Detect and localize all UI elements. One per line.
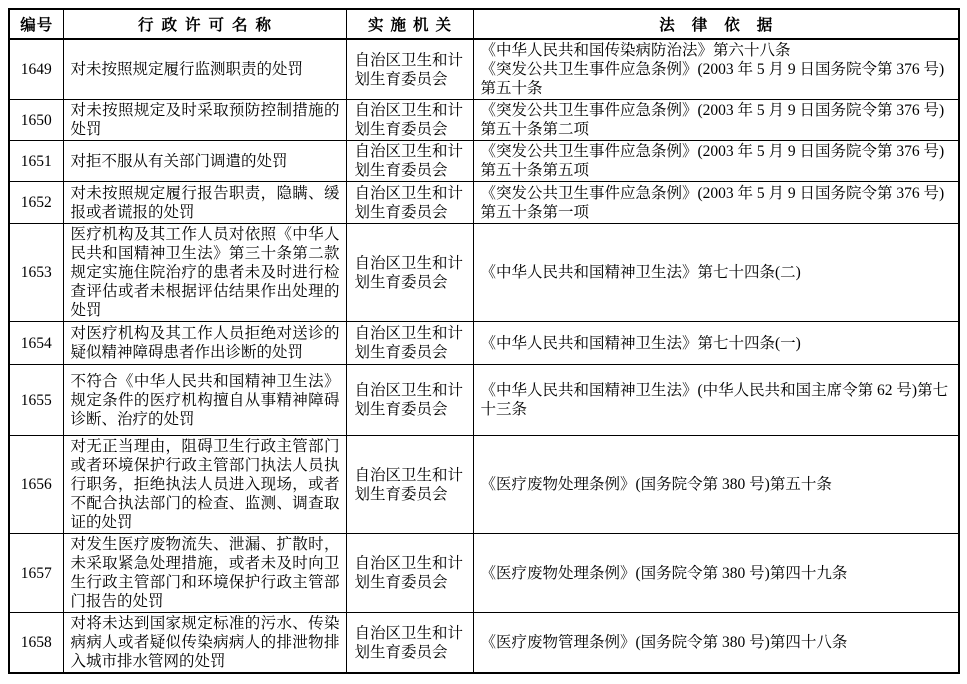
license-name-cell: 对医疗机构及其工作人员拒绝对送诊的疑似精神障碍患者作出诊断的处罚 — [63, 322, 346, 365]
col-header-name: 行政许可名称 — [63, 9, 346, 39]
table-row — [9, 100, 959, 141]
table-row — [9, 534, 959, 613]
license-name-cell: 对未按照规定履行报告职责，隐瞒、缓报或者谎报的处罚 — [63, 182, 346, 224]
license-name-cell: 对将未达到国家规定标准的污水、传染病病人或者疑似传染病病人的排泄物排入城市排水管网的处罚 — [63, 613, 346, 674]
agency-cell: 自治区卫生和计划生育委员会 — [346, 39, 473, 100]
row-id-cell: 1652 — [9, 182, 63, 224]
license-name-cell: 对无正当理由，阻碍卫生行政主管部门或者环境保护行政主管部门执法人员执行职务，拒绝执法人员进入现场，或者不配合执法部门的检查、监测、调查取证的处罚 — [63, 436, 346, 534]
agency-cell: 自治区卫生和计划生育委员会 — [346, 322, 473, 365]
table-row — [9, 141, 959, 182]
legal-basis-entry: 《中华人民共和国精神卫生法》第七十四条(二) — [480, 264, 801, 281]
legal-basis-entry: 《医疗废物管理条例》(国务院令第 380 号)第四十八条 — [480, 634, 848, 651]
table-row — [9, 365, 959, 436]
row-id-cell: 1649 — [9, 39, 63, 100]
legal-basis-cell — [473, 365, 959, 436]
legal-basis-entry: 《中华人民共和国精神卫生法》第七十四条(一) — [480, 334, 801, 352]
license-name-cell: 对未按照规定及时采取预防控制措施的处罚 — [63, 100, 346, 141]
agency-cell: 自治区卫生和计划生育委员会 — [346, 224, 473, 322]
table-row — [9, 182, 959, 224]
legal-basis-cell — [473, 182, 959, 224]
legal-basis-cell — [473, 436, 959, 534]
agency-cell: 自治区卫生和计划生育委员会 — [346, 365, 473, 436]
legal-basis-entry: 《突发公共卫生事件应急条例》(2003 年 5 月 9 日国务院令第 376 号)第五十条第二项 — [480, 102, 945, 138]
row-id-cell: 1650 — [9, 100, 63, 141]
agency-cell: 自治区卫生和计划生育委员会 — [346, 141, 473, 182]
table-row — [9, 39, 959, 100]
legal-basis-cell — [473, 39, 959, 100]
table-row — [9, 322, 959, 365]
legal-basis-entry: 《突发公共卫生事件应急条例》(2003 年 5 月 9 日国务院令第 376 号)第五十条第一项 — [480, 184, 945, 221]
license-name-cell: 对发生医疗废物流失、泄漏、扩散时，未采取紧急处理措施，或者未及时向卫生行政主管部门和环境保护行政主管部门报告的处罚 — [63, 534, 346, 613]
agency-cell: 自治区卫生和计划生育委员会 — [346, 100, 473, 141]
legal-basis-cell — [473, 534, 959, 613]
col-header-legal: 法律依据 — [473, 9, 959, 39]
table-header-row — [9, 9, 959, 39]
table-row — [9, 224, 959, 322]
row-id-cell: 1657 — [9, 534, 63, 613]
row-id-cell: 1651 — [9, 141, 63, 182]
legal-basis-entry: 《突发公共卫生事件应急条例》(2003 年 5 月 9 日国务院令第 376 号)第五十条第五项 — [480, 143, 945, 179]
license-name-cell: 医疗机构及其工作人员对依照《中华人民共和国精神卫生法》第三十条第二款规定实施住院治疗的患者未及时进行检查评估或者未根据评估结果作出处理的处罚 — [63, 224, 346, 322]
legal-basis-cell — [473, 100, 959, 141]
agency-cell: 自治区卫生和计划生育委员会 — [346, 613, 473, 674]
legal-basis-entry: 《医疗废物处理条例》(国务院令第 380 号)第四十九条 — [480, 564, 848, 582]
agency-cell: 自治区卫生和计划生育委员会 — [346, 436, 473, 534]
license-name-cell: 不符合《中华人民共和国精神卫生法》规定条件的医疗机构擅自从事精神障碍诊断、治疗的处罚 — [63, 365, 346, 436]
legal-basis-entry: 《医疗废物处理条例》(国务院令第 380 号)第五十条 — [480, 476, 832, 493]
row-id-cell: 1658 — [9, 613, 63, 674]
legal-basis-entry: 《中华人民共和国传染病防治法》第六十八条 — [480, 42, 791, 59]
legal-basis-cell — [473, 141, 959, 182]
admin-penalty-table — [8, 8, 960, 674]
license-name-cell: 对拒不服从有关部门调遣的处罚 — [63, 141, 346, 182]
col-header-id: 编号 — [9, 9, 63, 39]
table-row — [9, 436, 959, 534]
row-id-cell: 1656 — [9, 436, 63, 534]
license-name-cell: 对未按照规定履行监测职责的处罚 — [63, 39, 346, 100]
row-id-cell: 1653 — [9, 224, 63, 322]
agency-cell: 自治区卫生和计划生育委员会 — [346, 534, 473, 613]
row-id-cell: 1654 — [9, 322, 63, 365]
legal-basis-cell — [473, 613, 959, 674]
legal-basis-cell — [473, 224, 959, 322]
col-header-agency: 实施机关 — [346, 9, 473, 39]
row-id-cell: 1655 — [9, 365, 63, 436]
legal-basis-cell — [473, 322, 959, 365]
agency-cell: 自治区卫生和计划生育委员会 — [346, 182, 473, 224]
table-row — [9, 613, 959, 674]
legal-basis-entry: 《中华人民共和国精神卫生法》(中华人民共和国主席令第 62 号)第七十三条 — [480, 382, 949, 418]
legal-basis-entry: 《突发公共卫生事件应急条例》(2003 年 5 月 9 日国务院令第 376 号)第五十条 — [480, 61, 945, 97]
